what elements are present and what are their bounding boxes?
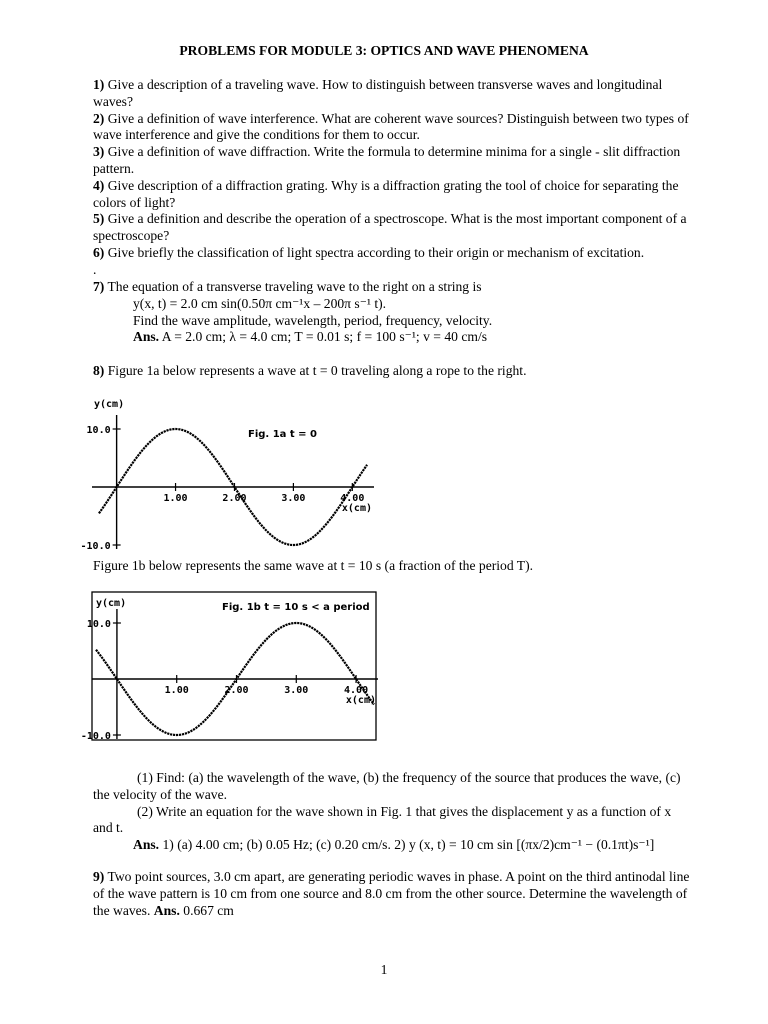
question-text: Figure 1a below represents a wave at t = 0 traveling along a rope to the right. [104,363,527,378]
question-text: Give a definition of wave interference. What are coherent wave sources? Distinguish between two types of wave interference and give the conditions for them to occur. [93,110,689,143]
question-instruction: Find the wave amplitude, wavelength, period, frequency, velocity. [133,312,493,328]
x-axis-label: x(cm) [341,503,372,514]
question-number: 1) [93,77,105,92]
stray-dot: . [93,261,97,277]
question-number: 3) [93,144,105,160]
x-tick-label: 3.00 [284,685,309,696]
question-9 [93,869,693,919]
question-number: 2) [93,110,105,126]
question-number: 8) [93,363,105,378]
question-number: 9) [93,869,105,884]
y-axis-label: y(cm) [94,399,125,410]
answer-label: Ans. [153,902,180,918]
wave-equation: y(x, t) = 2.0 cm sin(0.50π cm⁻¹x – 200π s⁻¹ t). [133,295,387,311]
question-text: Give a definition and describe the operation of a spectroscope. What is the most important component of a spectroscope? [93,211,687,244]
answer-line [93,329,693,346]
question-5 [93,211,693,245]
question-8-intro [93,363,693,380]
x-tick-label: 1.00 [164,685,189,696]
answer-line [93,837,693,854]
answer-label: Ans. [133,837,160,853]
figure-1b-chart [80,588,380,750]
question-number: 4) [93,177,105,193]
x-tick-label: 2.00 [222,493,247,504]
question-3 [93,144,693,178]
chart-title: Fig. 1a t = 0 [248,429,317,440]
y-axis-label: y(cm) [96,598,127,609]
question-2 [93,111,693,145]
figure-1a-chart [80,393,380,555]
page-title: PROBLEMS FOR MODULE 3: OPTICS AND WAVE PHENOMENA [179,43,589,58]
question-7 [93,279,693,346]
question-8-tasks [93,770,693,854]
y-tick-label: 10.0 [86,619,111,630]
questions-1-6 [93,77,693,279]
y-tick-label: -10.0 [80,731,111,742]
y-tick-label: 10.0 [86,425,111,436]
figure-1b-caption: Figure 1b below represents the same wave at t = 10 s (a fraction of the period T). [93,558,534,573]
x-tick-label: 4.00 [344,685,369,696]
question-text: Give a definition of wave diffraction. Write the formula to determine minima for a single - slit diffraction pattern. [93,144,681,176]
chart-frame [92,592,376,740]
chart-title: Fig. 1b t = 10 s < a period [222,602,370,613]
x-tick-label: 1.00 [163,493,188,504]
question-6 [93,245,693,262]
x-axis-label: x(cm) [345,695,376,706]
question-number: 5) [93,211,105,227]
task-2: (2) Write an equation for the wave shown in Fig. 1 that gives the displacement y as a function of x and t. [93,803,672,836]
answer-text: 0.667 cm [179,902,234,918]
question-text: Two point sources, 3.0 cm apart, are generating periodic waves in phase. A point on the third antinodal line of the wave pattern is 10 cm from one source and 8.0 cm from the other source. Determine the wavelength of the waves. [93,869,690,918]
question-number: 7) [93,279,105,294]
question-text: Give briefly the classification of light spectra according to their origin or mechanism of excitation. [104,244,645,260]
y-tick-label: -10.0 [80,541,111,552]
answer-text: A = 2.0 cm; λ = 4.0 cm; T = 0.01 s; f = 100 s⁻¹; v = 40 cm/s [159,329,488,345]
page-number: 1 [380,962,388,977]
x-tick-label: 2.00 [224,685,249,696]
question-text: Give description of a diffraction grating. Why is a diffraction grating the tool of choice for separating the colors of light? [93,177,679,210]
question-text: Give a description of a traveling wave. How to distinguish between transverse waves and longitudinal waves? [93,77,663,109]
x-tick-label: 3.00 [281,493,306,504]
question-4 [93,178,693,212]
task-1: (1) Find: (a) the wavelength of the wave, (b) the frequency of the source that produces the wave, (c) the velocity of the wave. [93,770,681,802]
answer-label: Ans. [133,329,160,345]
question-1 [93,77,693,111]
answer-text: 1) (a) 4.00 cm; (b) 0.05 Hz; (c) 0.20 cm/s. 2) y (x, t) = 10 cm sin [(πx/2)cm⁻¹ − (0.1πt)s⁻¹] [159,837,655,853]
question-text: The equation of a transverse traveling wave to the right on a string is [104,279,482,294]
x-tick-label: 4.00 [340,493,365,504]
question-number: 6) [93,244,105,260]
